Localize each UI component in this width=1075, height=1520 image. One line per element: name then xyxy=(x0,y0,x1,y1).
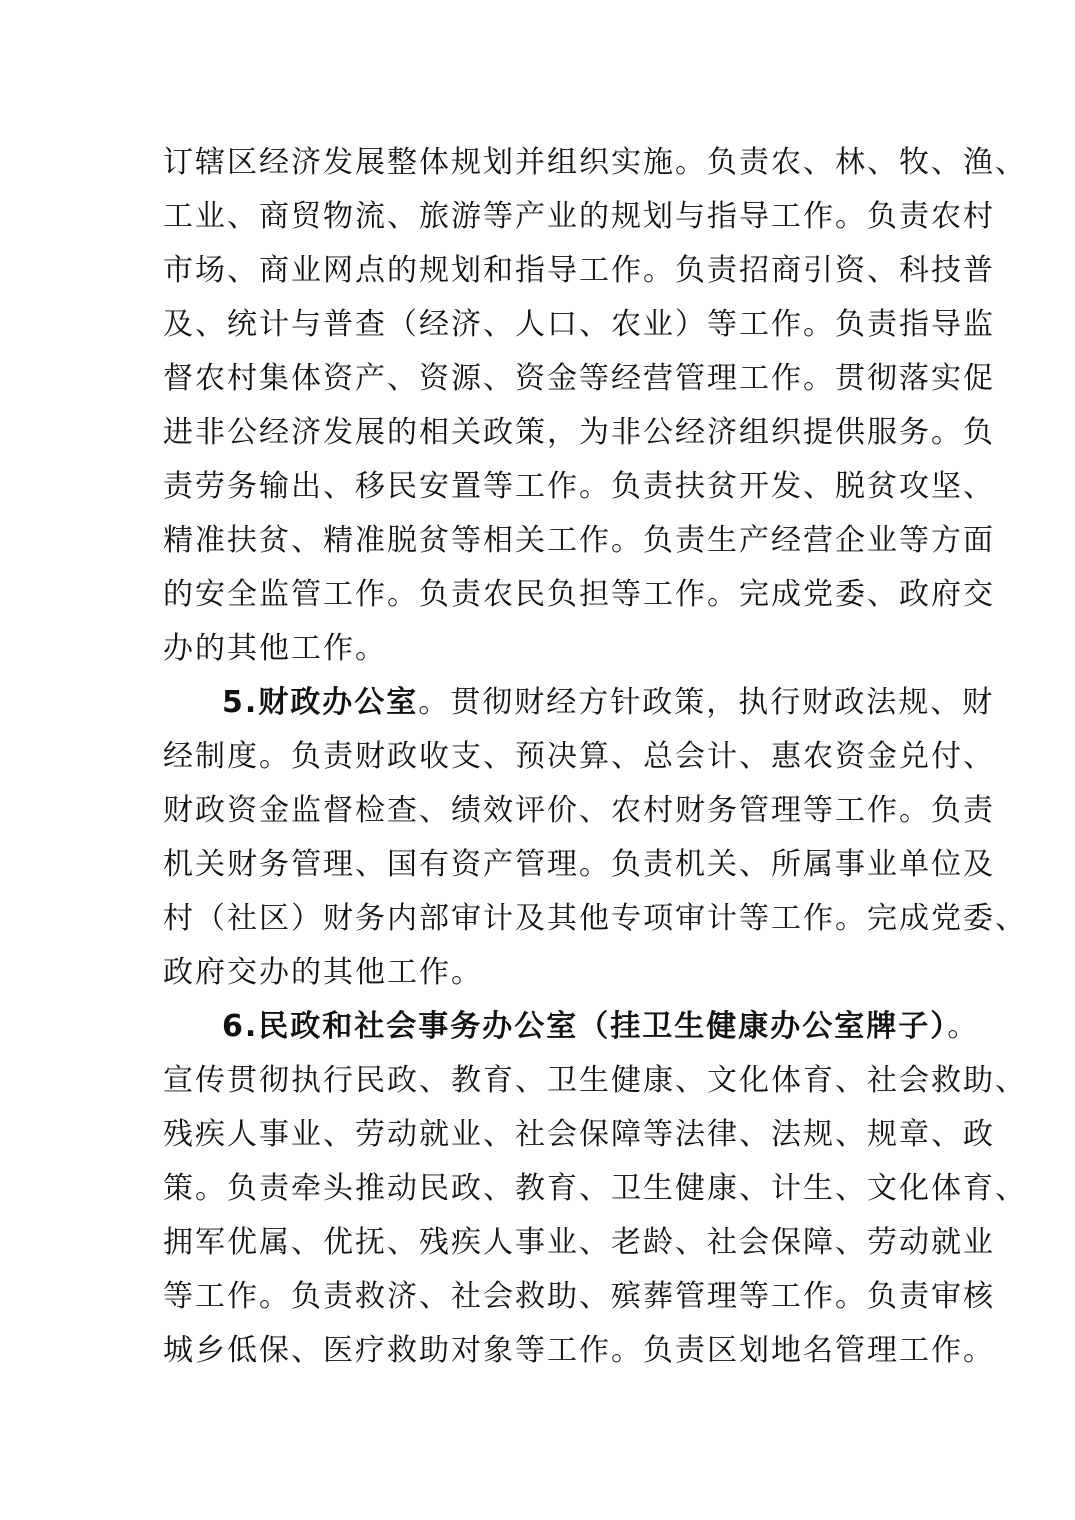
body-text-line: 村（社区）财务内部审计及其他专项审计等工作。完成党委、 xyxy=(163,901,1027,936)
body-text-line: 责劳务输出、移民安置等工作。负责扶贫开发、脱贫攻坚、 xyxy=(163,469,995,504)
body-text-line: 等工作。负责救济、社会救助、殡葬管理等工作。负责审核 xyxy=(163,1279,995,1314)
section-6-first-line-text: 。 xyxy=(947,1009,980,1044)
body-text-line: 经制度。负责财政收支、预决算、总会计、惠农资金兑付、 xyxy=(163,739,995,774)
body-text-line: 及、统计与普查（经济、人口、农业）等工作。负责指导监 xyxy=(163,307,995,342)
body-text-line: 进非公经济发展的相关政策，为非公经济组织提供服务。负 xyxy=(163,415,995,450)
body-text-line: 残疾人事业、劳动就业、社会保障等法律、法规、规章、政 xyxy=(163,1117,995,1152)
body-text-line: 宣传贯彻执行民政、教育、卫生健康、文化体育、社会救助、 xyxy=(163,1063,1027,1098)
body-text-line: 工业、商贸物流、旅游等产业的规划与指导工作。负责农村 xyxy=(163,199,995,234)
body-text-line: 城乡低保、医疗救助对象等工作。负责区划地名管理工作。 xyxy=(163,1333,995,1368)
body-text-line: 策。负责牵头推动民政、教育、卫生健康、计生、文化体育、 xyxy=(163,1171,1027,1206)
body-text-line: 拥军优属、优抚、残疾人事业、老龄、社会保障、劳动就业 xyxy=(163,1225,995,1260)
body-text-line: 机关财务管理、国有资产管理。负责机关、所属事业单位及 xyxy=(163,847,995,882)
body-text-line: 市场、商业网点的规划和指导工作。负责招商引资、科技普 xyxy=(163,253,995,288)
section-6-first-line xyxy=(222,1000,980,1054)
body-text-line: 订辖区经济发展整体规划并组织实施。负责农、林、牧、渔、 xyxy=(163,145,1027,180)
section-5-first-line-text: 。贯彻财经方针政策，执行财政法规、财 xyxy=(418,685,995,720)
body-text-line: 督农村集体资产、资源、资金等经营管理工作。贯彻落实促 xyxy=(163,361,995,396)
body-text-line: 的安全监管工作。负责农民负担等工作。完成党委、政府交 xyxy=(163,577,995,612)
body-text-line: 精准扶贫、精准脱贫等相关工作。负责生产经营企业等方面 xyxy=(163,523,995,558)
body-text-line: 办的其他工作。 xyxy=(163,631,387,666)
section-6-heading: 6.民政和社会事务办公室（挂卫生健康办公室牌子） xyxy=(222,1009,948,1044)
section-5-heading: 5.财政办公室 xyxy=(222,685,419,720)
body-text-line: 政府交办的其他工作。 xyxy=(163,955,483,990)
section-5-first-line xyxy=(222,676,995,730)
body-text-line: 财政资金监督检查、绩效评价、农村财务管理等工作。负责 xyxy=(163,793,995,828)
